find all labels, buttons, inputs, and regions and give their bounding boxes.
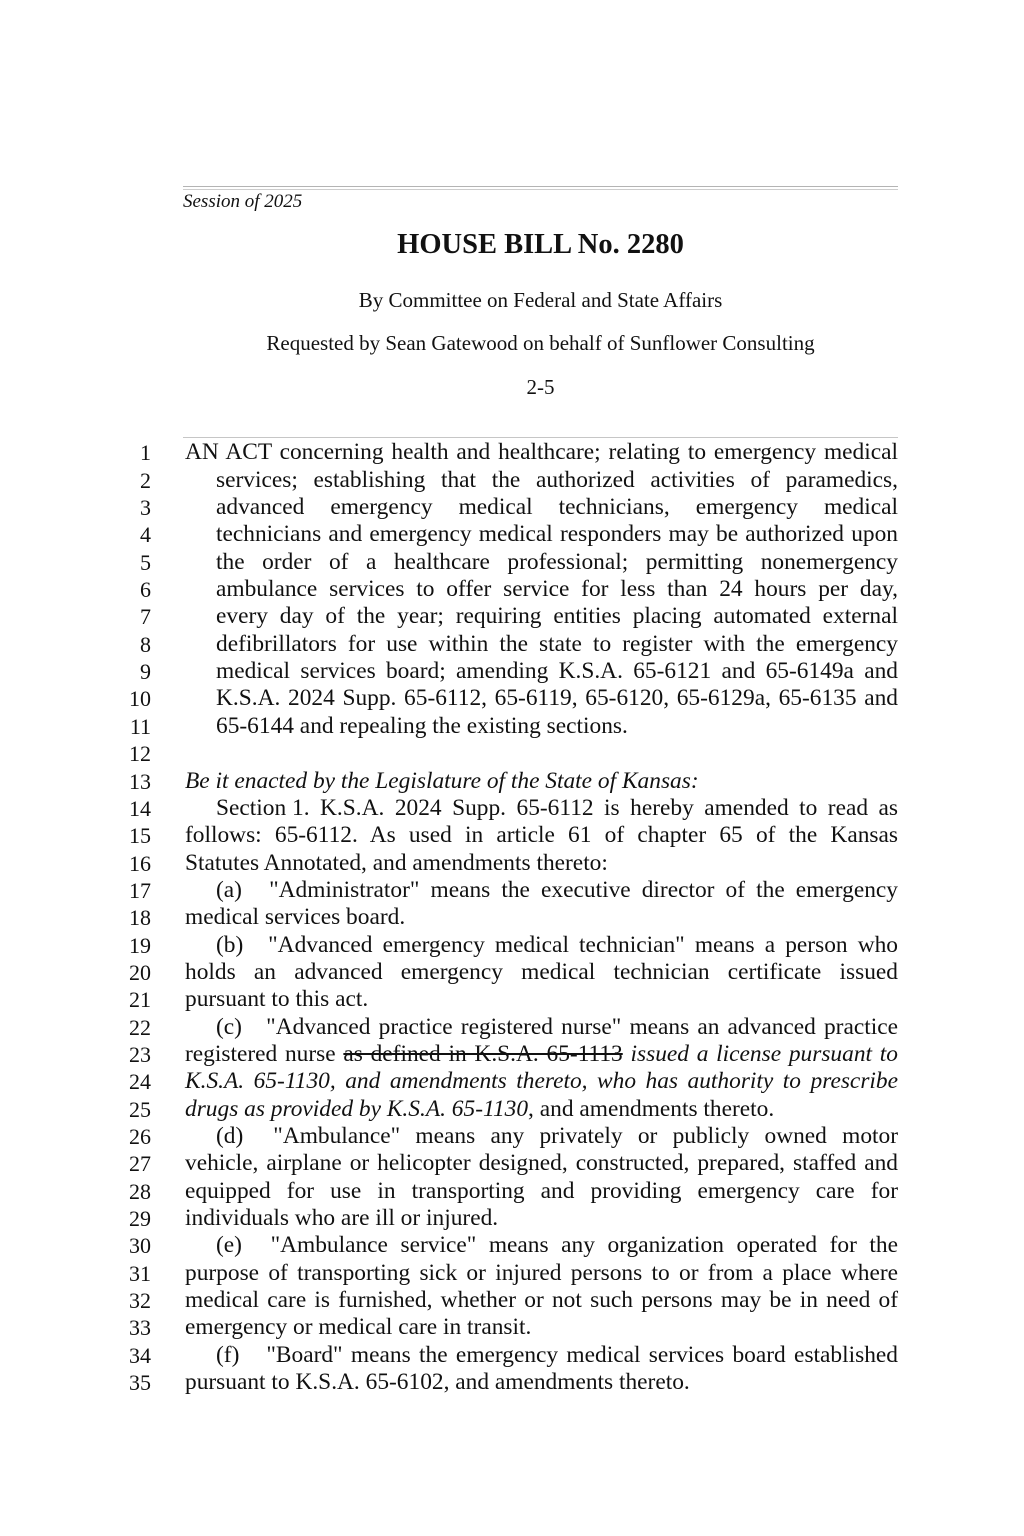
bill-line [0,1096,1024,1123]
line-number: 27 [129,1151,151,1177]
line-text: vehicle, airplane or helicopter designed, constructed, prepared, staffed and [185,1150,898,1177]
line-text: advanced emergency medical technicians, emergency medical [216,494,898,521]
bill-line [0,795,1024,822]
bill-body [0,439,1024,1396]
line-number: 7 [140,604,151,630]
bill-line [0,1342,1024,1369]
session-label: Session of 2025 [183,191,303,212]
bill-line [0,932,1024,959]
line-text: individuals who are ill or injured. [185,1205,499,1232]
line-text: the order of a healthcare professional; permitting nonemergency [216,548,898,575]
line-number: 22 [129,1014,151,1040]
line-number: 13 [129,768,151,794]
bill-line [0,467,1024,494]
line-number: 4 [140,522,151,548]
subsection-label: (c) [216,1013,242,1040]
line-text-plain: "Advanced practice registered nurse" means an advanced practice [266,1013,898,1040]
inserted-text: K.S.A. 65-1130, and amendments thereto, who has authority to prescribe [185,1068,898,1095]
line-number: 6 [140,577,151,603]
line-text: Statutes Annotated, and amendments thereto: [185,849,608,876]
bill-line [0,1314,1024,1341]
bill-title: HOUSE BILL No. 2280 [397,229,684,260]
line-number: 35 [129,1370,151,1396]
line-number: 23 [129,1041,151,1067]
bill-line [0,1014,1024,1041]
line-text-plain: "Ambulance" means any privately or publicly owned motor [273,1122,898,1149]
line-text [185,795,898,822]
line-number: 9 [140,659,151,685]
line-number: 16 [129,850,151,876]
line-text: ambulance services to offer service for less than 24 hours per day, [216,576,898,603]
line-text [185,1041,898,1068]
line-text-plain: "Ambulance service" means any organization operated for the [270,1232,898,1259]
line-number: 5 [140,549,151,575]
inserted-text: issued a license pursuant to [630,1040,898,1067]
line-number: 10 [129,686,151,712]
bill-line [0,1205,1024,1232]
bill-sponsor: By Committee on Federal and State Affairs [358,288,723,312]
line-text: every day of the year; requiring entities placing automated external [216,603,898,630]
bill-line [0,850,1024,877]
line-number: 33 [129,1315,151,1341]
line-text: purpose of transporting sick or injured persons to or from a place where [185,1259,898,1286]
line-number: 15 [129,823,151,849]
line-text: pursuant to K.S.A. 65-6102, and amendments thereto. [185,1369,690,1396]
line-number: 20 [129,959,151,985]
line-number: 12 [129,741,151,767]
line-number: 3 [140,495,151,521]
line-number: 24 [129,1069,151,1095]
line-text [185,1014,898,1041]
enacting-clause: Be it enacted by the Legislature of the State of Kansas: [185,767,699,794]
line-text: medical care is furnished, whether or not such persons may be in need of [185,1287,898,1314]
bill-line [0,959,1024,986]
line-text-plain: "Board" means the emergency medical services board established [266,1341,898,1368]
bill-line [0,904,1024,931]
bill-line [0,658,1024,685]
line-number: 32 [129,1288,151,1314]
subsection-label: (a) [216,876,242,903]
line-number: 11 [129,713,151,739]
line-number: 26 [129,1123,151,1149]
bill-line [0,1287,1024,1314]
bill-line [0,986,1024,1013]
line-number: 25 [129,1096,151,1122]
line-number: 29 [129,1206,151,1232]
bill-line [0,1041,1024,1068]
subsection-label: (d) [216,1122,244,1149]
inserted-text: drugs as provided by K.S.A. 65-1130 [185,1095,529,1122]
line-text-plain: "Administrator" means the executive director of the emergency [269,876,898,903]
bill-line [0,576,1024,603]
line-number: 28 [129,1178,151,1204]
bill-line [0,494,1024,521]
line-text: holds an advanced emergency medical technician certificate issued [185,958,898,985]
line-text: follows: 65-6112. As used in article 61 of chapter 65 of the Kansas [185,822,898,849]
bill-line [0,521,1024,548]
bill-line [0,631,1024,658]
line-text [185,1232,898,1259]
bill-date: 2-5 [526,375,555,399]
line-text-plain: K.S.A. 2024 Supp. 65-6112 is hereby amended to read as [320,794,898,821]
line-text: K.S.A. 2024 Supp. 65-6112, 65-6119, 65-6120, 65-6129a, 65-6135 and [216,685,898,712]
bill-line [0,713,1024,740]
section-label: Section 1. [216,794,310,821]
line-text: services; establishing that the authorized activities of paramedics, [216,466,898,493]
bill-line [0,877,1024,904]
line-text-plain: , and amendments thereto. [528,1095,775,1122]
line-text: medical services board. [185,904,406,931]
line-number: 14 [129,795,151,821]
line-text: 65-6144 and repealing the existing sections. [216,712,628,739]
bill-line [0,1232,1024,1259]
bill-line [0,1178,1024,1205]
line-number: 1 [140,440,151,466]
line-text [185,932,898,959]
bill-line [0,822,1024,849]
line-text [185,1123,898,1150]
bill-line [0,768,1024,795]
bill-line [0,439,1024,466]
line-text: pursuant to this act. [185,986,369,1013]
line-number: 34 [129,1342,151,1368]
bill-requester: Requested by Sean Gatewood on behalf of Sunflower Consulting [266,331,815,355]
line-number: 18 [129,905,151,931]
subsection-label: (e) [216,1232,242,1259]
line-number: 31 [129,1260,151,1286]
struck-text: as defined in K.S.A. 65-1113 [343,1040,623,1067]
bill-line [0,685,1024,712]
line-text-plain: "Advanced emergency medical technician" means a person who [268,931,898,958]
line-text: equipped for use in transporting and providing emergency care for [185,1177,898,1204]
line-text: emergency or medical care in transit. [185,1314,532,1341]
line-number: 19 [129,932,151,958]
line-text [185,1096,898,1123]
bill-line [0,1150,1024,1177]
line-text [185,877,898,904]
bill-line [0,549,1024,576]
subsection-label: (b) [216,931,244,958]
line-text: defibrillators for use within the state to register with the emergency [216,630,898,657]
header-rule [183,186,898,190]
line-text [185,1342,898,1369]
line-text: AN ACT concerning health and healthcare; relating to emergency medical [185,439,898,466]
bill-line [0,1123,1024,1150]
line-number: 17 [129,877,151,903]
bill-line [0,1260,1024,1287]
bill-line [0,740,1024,767]
bill-line [0,1369,1024,1396]
line-number: 8 [140,631,151,657]
line-text: medical services board; amending K.S.A. 65-6121 and 65-6149a and [216,658,898,685]
line-number: 2 [140,467,151,493]
bill-line [0,603,1024,630]
body-rule [183,437,898,438]
line-text-plain: registered nurse [185,1040,336,1067]
bill-line [0,1068,1024,1095]
subsection-label: (f) [216,1341,240,1368]
line-text: technicians and emergency medical responders may be authorized upon [216,521,898,548]
line-number: 21 [129,987,151,1013]
line-number: 30 [129,1233,151,1259]
